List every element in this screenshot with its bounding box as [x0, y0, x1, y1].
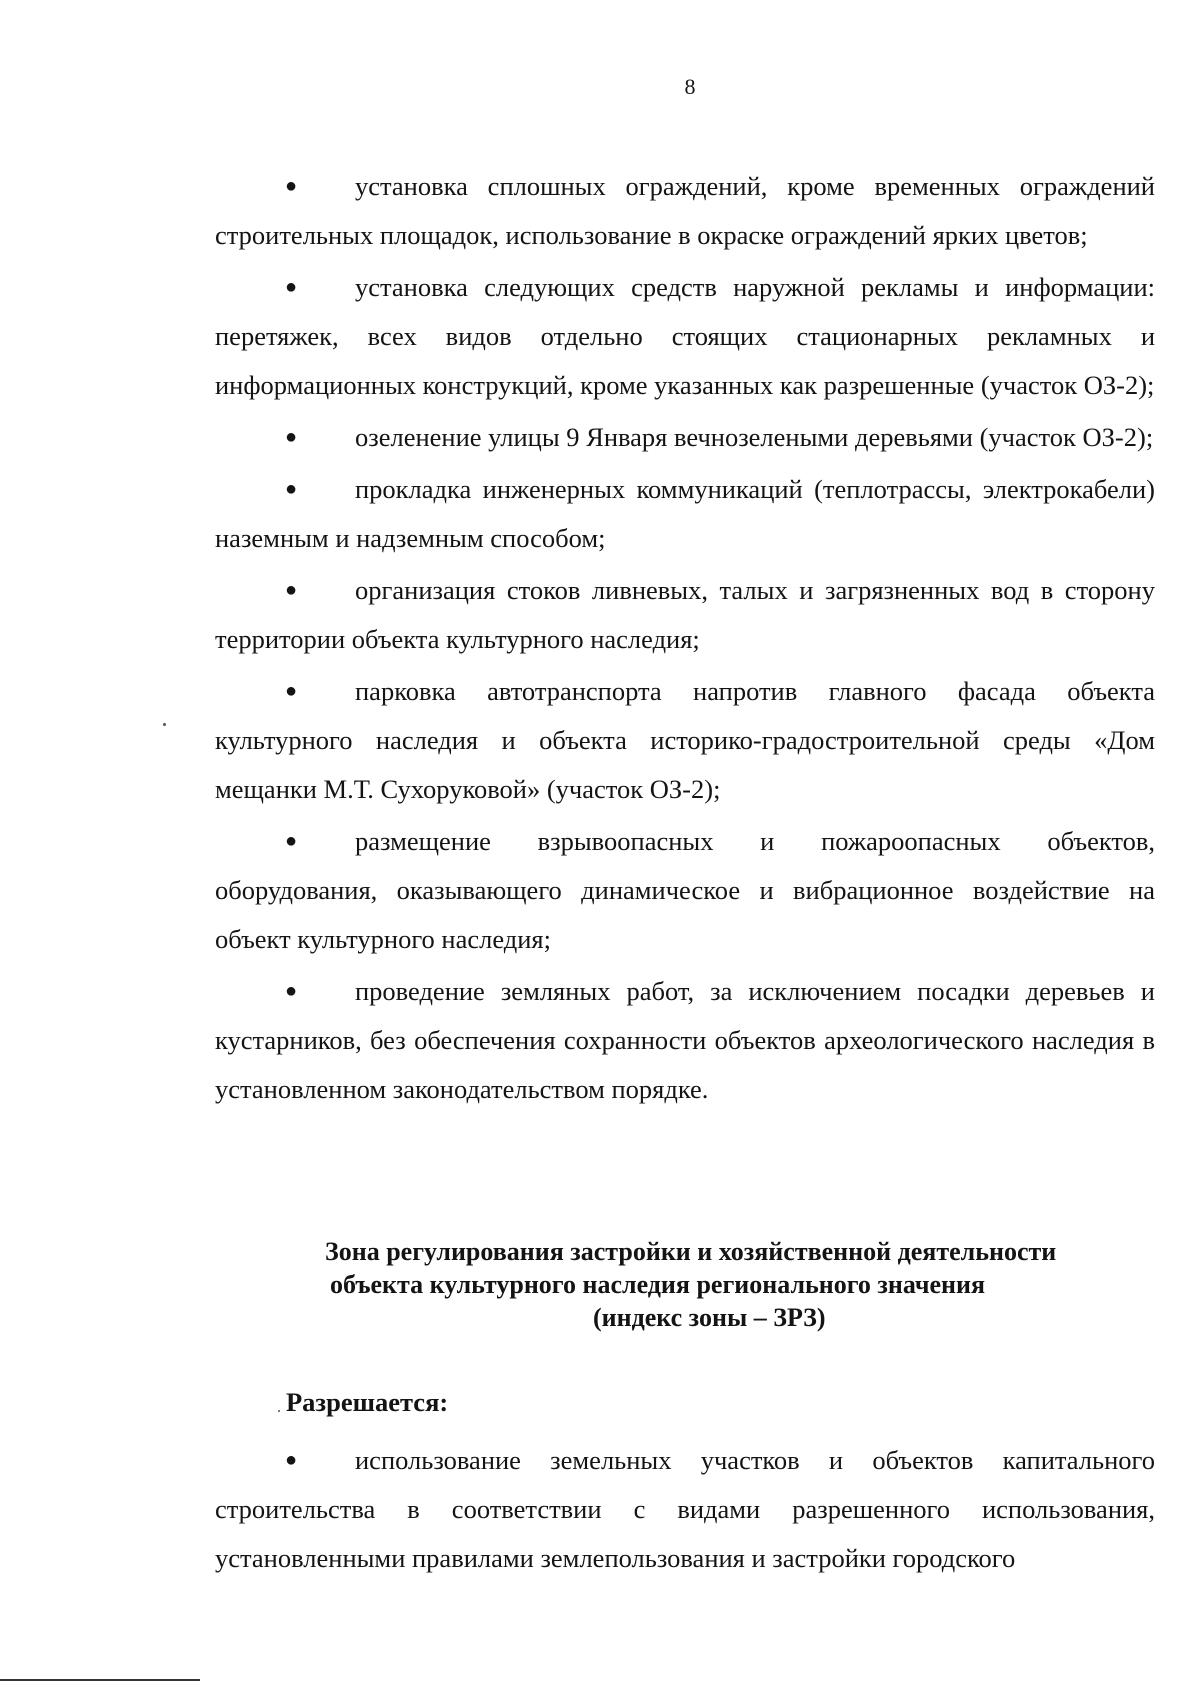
scan-speck: [278, 1410, 280, 1412]
section-heading-line: объекта культурного наследия регионального значения: [330, 1270, 986, 1299]
bullet-icon: ●: [285, 830, 298, 852]
list-item-text: установка сплошных ограждений, кроме временных ограждений строительных площадок, использование в окраске ограждений ярких цветов;: [215, 171, 1155, 250]
bullet-icon: ●: [285, 680, 298, 702]
list-item-text: использование земельных участков и объектов капитального строительства в соответствии с видами разрешенного использования, установленными правилами землепользования и застройки городского: [215, 1445, 1155, 1573]
list-item-text: прокладка инженерных коммуникаций (теплотрассы, электрокабели) наземным и надземным способом;: [215, 474, 1155, 553]
list-item-text: озеленение улицы 9 Января вечнозелеными деревьями (участок ОЗ-2);: [355, 422, 1154, 452]
list-item: [215, 263, 1155, 410]
section-heading-line: (индекс зоны – ЗРЗ): [593, 1303, 826, 1332]
bullet-icon: ●: [285, 980, 298, 1002]
list-item-text: организация стоков ливневых, талых и загрязненных вод в сторону территории объекта культурного наследия;: [215, 575, 1155, 654]
list-item: [215, 413, 1155, 462]
list-item: [215, 967, 1155, 1114]
bullet-icon: ●: [285, 175, 298, 197]
footer-rule: [0, 1679, 200, 1681]
permitted-label: Разрешается:: [286, 1387, 449, 1417]
bullet-icon: ●: [285, 478, 298, 500]
list-item: [215, 162, 1155, 260]
bullet-icon: ●: [285, 1449, 298, 1471]
bullet-icon: ●: [285, 276, 298, 298]
list-item: [215, 465, 1155, 563]
page-number: [0, 74, 1200, 100]
list-item-text: размещение взрывоопасных и пожароопасных объектов, оборудования, оказывающего динамическое и вибрационное воздействие на объект культурного наследия;: [215, 826, 1155, 954]
scan-speck: [163, 723, 166, 726]
section-heading-line: Зона регулирования застройки и хозяйственной деятельности: [325, 1237, 1057, 1266]
prohibited-list: [215, 162, 1155, 1117]
list-item: [215, 566, 1155, 664]
list-item: [215, 1436, 1155, 1583]
page-number-text: 8: [684, 74, 696, 99]
permitted-list: [215, 1436, 1155, 1586]
list-item-text: проведение земляных работ, за исключением посадки деревьев и кустарников, без обеспечения сохранности объектов археологического наследия в установленном законодательством порядке.: [215, 976, 1155, 1104]
bullet-icon: ●: [285, 426, 298, 448]
section-heading: [215, 1235, 1200, 1334]
list-item: [215, 817, 1155, 964]
list-item-text: парковка автотранспорта напротив главного фасада объекта культурного наследия и объекта историко-градостроительной среды «Дом мещанки М.Т. Сухоруковой» (участок ОЗ-2);: [215, 676, 1155, 804]
bullet-icon: ●: [285, 579, 298, 601]
list-item: [215, 667, 1155, 814]
list-item-text: установка следующих средств наружной рекламы и информации: перетяжек, всех видов отдельно стоящих стационарных рекламных и информационных конструкций, кроме указанных как разрешенные (участок ОЗ-2);: [215, 272, 1155, 400]
